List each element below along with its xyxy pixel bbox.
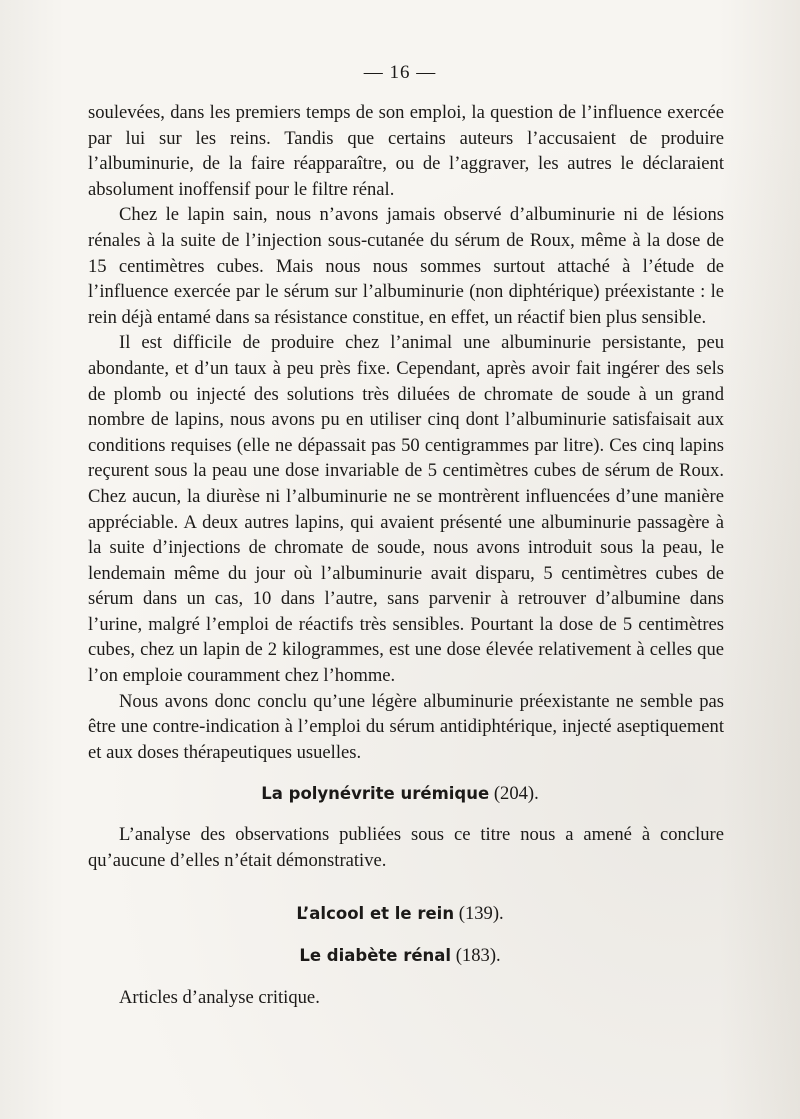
paragraph-polynevrite: L’analyse des observations publiées sous ce titre nous a amené à conclure qu’aucune d’elles n’était démonstrative. (88, 824, 724, 871)
heading-polynevrite-ref: (204). (493, 783, 539, 804)
heading-diabete (0, 945, 800, 967)
paragraph-articles: Articles d’analyse critique. (119, 987, 320, 1008)
section-closing-text (88, 985, 724, 1011)
paragraph-lapin-sain: Chez le lapin sain, nous n’avons jamais observé d’albuminurie ni de lésions rénales à la suite de l’injection sous-cutanée du sérum de Roux, même à la dose de 15 centimètres cubes. Mais nous nous sommes surtout attaché à l’étude de l’influence exercée par le sérum sur l’albuminurie (non diphtérique) préexistante : le rein déjà entamé dans sa résistance constitue, en effet, un réactif bien plus sensible. (88, 204, 724, 328)
heading-polynevrite-title: La polynévrite urémique (261, 784, 490, 803)
page-number: — 16 — (363, 62, 437, 83)
heading-polynevrite (0, 783, 800, 805)
paragraph-conclusion: Nous avons donc conclu qu’une légère albuminurie préexistante ne semble pas être une contre-indication à l’emploi du sérum antidiphtérique, injecté aseptiquement et aux doses thérapeutiques usuelles. (88, 690, 724, 763)
heading-alcool-title: L’alcool et le rein (296, 904, 455, 923)
heading-alcool (0, 903, 800, 925)
paragraph-continuation: soulevées, dans les premiers temps de son emploi, la question de l’influence exercée par lui sur les reins. Tandis que certains auteurs l’accusaient de produire l’albuminurie, de la faire réapparaître, ou de l’aggraver, les autres le déclaraient absolument inoffensif pour le filtre rénal. (88, 102, 724, 200)
paragraph-experiences: Il est difficile de produire chez l’animal une albuminurie persistante, peu abondante, et d’un taux à peu près fixe. Cependant, après avoir fait ingérer des sels de plomb ou injecté des solutions très diluées de chromate de soude à un grand nombre de lapins, nous avons pu en utiliser cinq dont l’albuminurie satisfaisait aux conditions requises (elle ne dépassait pas 50 centigrammes par litre). Ces cinq lapins reçurent sous la peau une dose invariable de 5 centimètres cubes de sérum de Roux. Chez aucun, la diurèse ni l’albuminurie ne se montrèrent influencées d’une manière appréciable. A deux autres lapins, qui avaient présenté une albuminurie passagère à la suite d’injections de chromate de soude, nous avons introduit sous la peau, le lendemain même du jour où l’albuminurie avait disparu, 5 centimètres cubes de sérum dans un cas, 10 dans l’autre, sans parvenir à retrouver d’albumine dans l’urine, malgré l’emploi de réactifs très sensibles. Pourtant la dose de 5 centimètres cubes, chez un lapin de 2 kilogrammes, est une dose élevée relativement à celles que l’on emploie couramment chez l’homme. (88, 332, 724, 687)
heading-alcool-ref: (139). (458, 903, 504, 924)
section-polynevrite-text (88, 822, 724, 873)
heading-diabete-ref: (183). (455, 945, 501, 966)
heading-diabete-title: Le diabète rénal (299, 946, 452, 965)
main-body-text (88, 100, 724, 765)
